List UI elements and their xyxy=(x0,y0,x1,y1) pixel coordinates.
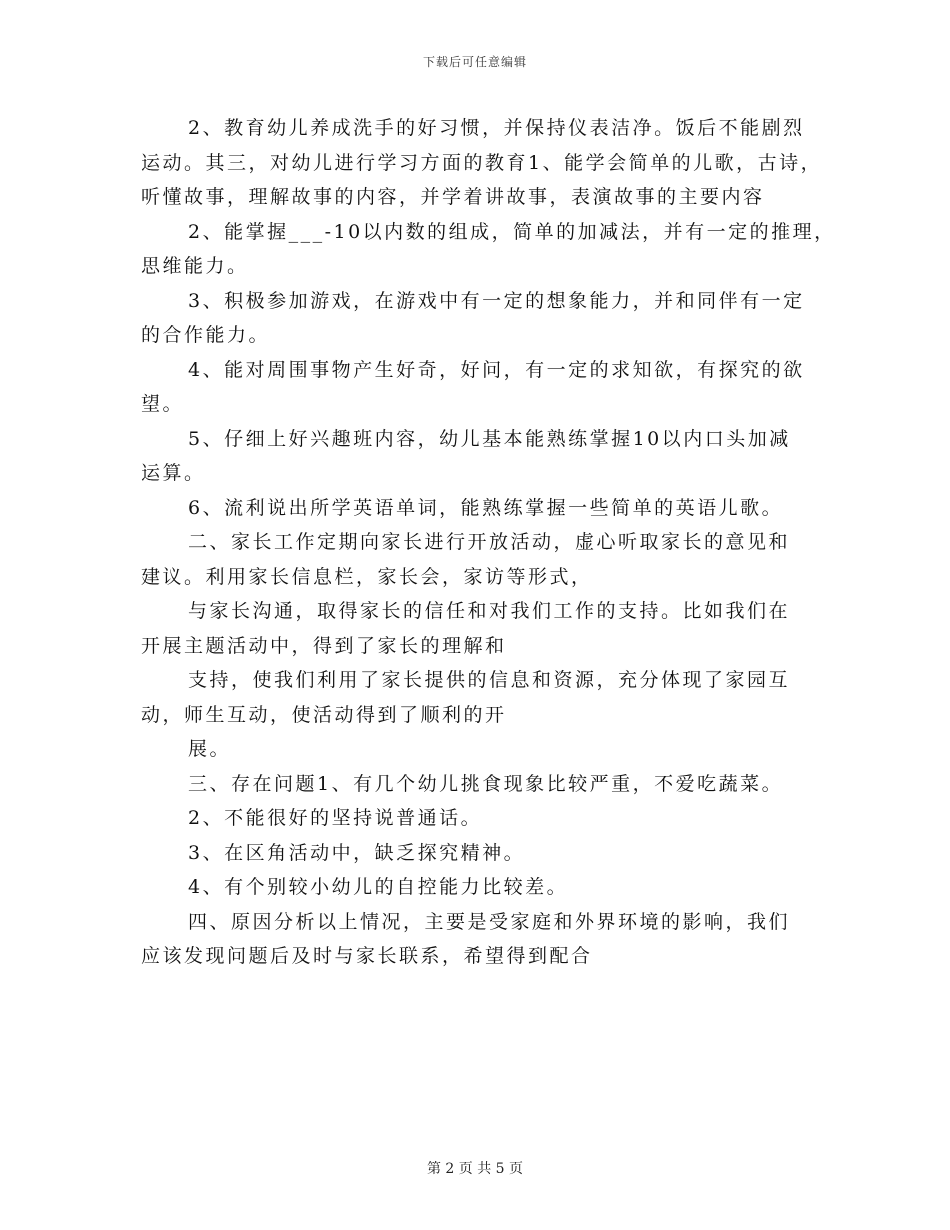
paragraph-line: 思维能力。 xyxy=(141,255,249,277)
paragraph-line: 三、存在问题1、有几个幼儿挑食现象比较严重，不爱吃蔬菜。 xyxy=(188,772,784,795)
paragraph-line: 2、能掌握___-10以内数的组成，简单的加减法，并有一定的推理， xyxy=(188,220,836,243)
paragraph-parent-work xyxy=(141,525,816,594)
paragraph-communication xyxy=(141,594,816,663)
paragraph-line: 4、有个别较小幼儿的自控能力比较差。 xyxy=(188,876,569,898)
paragraph-problems xyxy=(141,767,816,802)
paragraph-line: 与家长沟通，取得家长的信任和对我们工作的支持。比如我们在 xyxy=(188,600,791,622)
paragraph-line: 开展主题活动中，得到了家长的理解和 xyxy=(141,634,507,657)
paragraph-line: 听懂故事，理解故事的内容，并学着讲故事，表演故事的主要内容 xyxy=(141,186,765,208)
paragraph-line: 的合作能力。 xyxy=(141,324,271,346)
paragraph-line: 2、教育幼儿养成洗手的好习惯，并保持仪表洁净。饭后不能剧烈 xyxy=(188,117,805,139)
paragraph-curiosity xyxy=(141,353,816,422)
paragraph-line: 二、家长工作定期向家长进行开放活动，虚心听取家长的意见和 xyxy=(188,531,791,553)
paragraph-interest-class xyxy=(141,422,816,491)
paragraph-line: 3、在区角活动中，缺乏探究精神。 xyxy=(188,841,526,864)
paragraph-math xyxy=(141,215,836,284)
paragraph-line: 运算。 xyxy=(141,462,206,484)
paragraph-line: 2、不能很好的坚持说普通话。 xyxy=(188,807,483,829)
page-number-footer: 第 2 页 共 5 页 xyxy=(426,1161,524,1177)
paragraph-line: 3、积极参加游戏，在游戏中有一定的想象能力，并和同伴有一定 xyxy=(188,289,805,312)
paragraph-mandarin xyxy=(141,801,816,836)
paragraph-support xyxy=(141,663,816,732)
paragraph-hygiene xyxy=(141,111,823,215)
page-header: 下载后可任意编辑 xyxy=(422,55,527,69)
paragraph-line: 展。 xyxy=(188,738,232,760)
paragraph-line: 运动。其三，对幼儿进行学习方面的教育1、能学会简单的儿歌，古诗， xyxy=(141,151,823,174)
paragraph-line: 5、仔细上好兴趣班内容，幼儿基本能熟练掌握10以内口头加减 xyxy=(188,427,791,450)
paragraph-continuation xyxy=(141,732,816,767)
paragraph-games xyxy=(141,284,816,353)
paragraph-corner-activities xyxy=(141,836,816,871)
paragraph-line: 6、流利说出所学英语单词，能熟练掌握一些简单的英语儿歌。 xyxy=(188,496,784,519)
paragraph-line: 望。 xyxy=(141,393,185,415)
paragraph-line: 建议。利用家长信息栏，家长会，家访等形式， xyxy=(141,565,593,588)
paragraph-line: 四、原因分析以上情况，主要是受家庭和外界环境的影响，我们 xyxy=(188,910,791,933)
paragraph-cause-analysis xyxy=(141,905,816,974)
paragraph-self-control xyxy=(141,870,816,905)
paragraph-line: 4、能对周围事物产生好奇，好问，有一定的求知欲，有探究的欲 xyxy=(188,358,805,381)
paragraph-line: 应该发现问题后及时与家长联系，希望得到配合 xyxy=(141,945,593,967)
paragraph-english xyxy=(141,491,816,526)
paragraph-line: 支持，使我们利用了家长提供的信息和资源，充分体现了家园互 xyxy=(188,669,791,691)
paragraph-line: 动，师生互动，使活动得到了顺利的开 xyxy=(141,703,507,726)
document-body xyxy=(141,111,836,974)
